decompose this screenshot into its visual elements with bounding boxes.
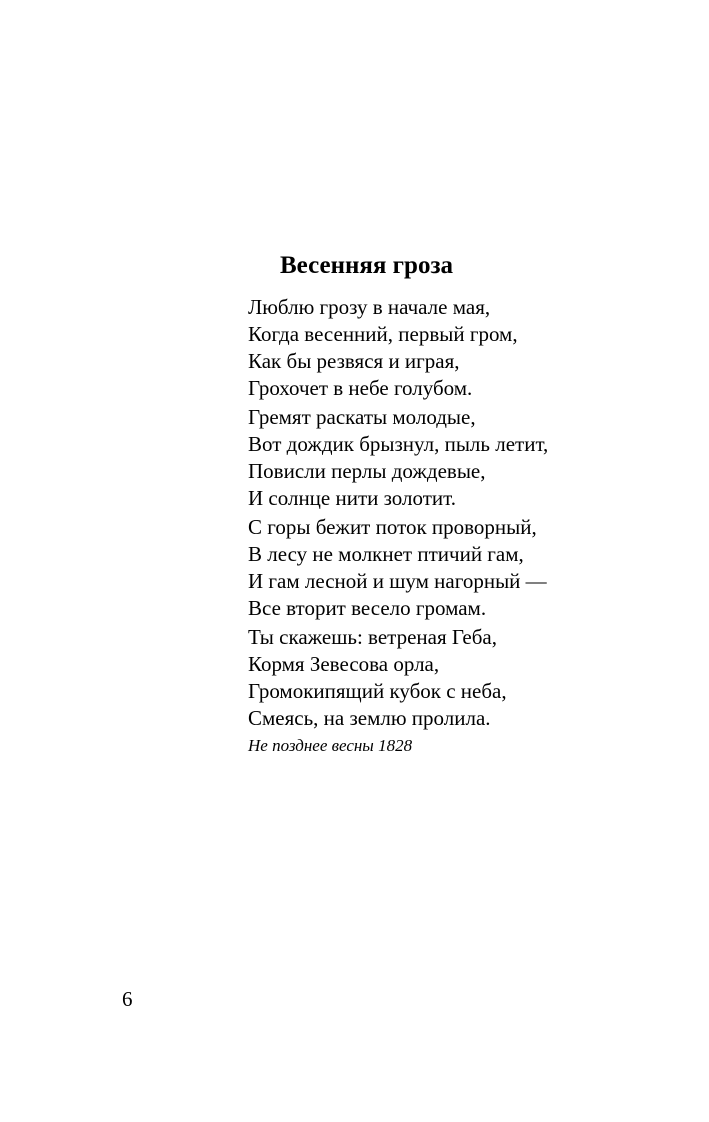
stanza-2	[248, 404, 548, 512]
poem-line: Грохочет в небе голубом.	[248, 376, 473, 400]
poem-line: Когда весенний, первый гром,	[248, 322, 518, 346]
poem-line: Вот дождик брызнул, пыль летит,	[248, 432, 549, 456]
poem-line: Все вторит весело громам.	[248, 596, 487, 620]
poem-line: Кормя Зевесова орла,	[248, 652, 440, 676]
poem-line: Люблю грозу в начале мая,	[248, 295, 491, 319]
stanza-1	[248, 294, 518, 402]
poem-line: И гам лесной и шум нагорный —	[248, 569, 547, 593]
stanza-4	[248, 624, 507, 732]
page-number: 6	[122, 987, 133, 1011]
poem-line: Смеясь, на землю пролила.	[248, 706, 491, 730]
stanza-3	[248, 514, 547, 622]
poem-line: Ты скажешь: ветреная Геба,	[248, 625, 498, 649]
poem-line: С горы бежит поток проворный,	[248, 515, 537, 539]
poem-line: Гремят раскаты молодые,	[248, 405, 476, 429]
poem-title: Весенняя гроза	[280, 252, 453, 279]
poem-line: И солнце нити золотит.	[248, 486, 456, 510]
poem-line: В лесу не молкнет птичий гам,	[248, 542, 524, 566]
poem-date: Не позднее весны 1828	[248, 736, 413, 755]
poem-line: Повисли перлы дождевые,	[248, 459, 486, 483]
poem-line: Как бы резвяся и играя,	[248, 349, 460, 373]
poem-line: Громокипящий кубок с неба,	[248, 679, 507, 703]
